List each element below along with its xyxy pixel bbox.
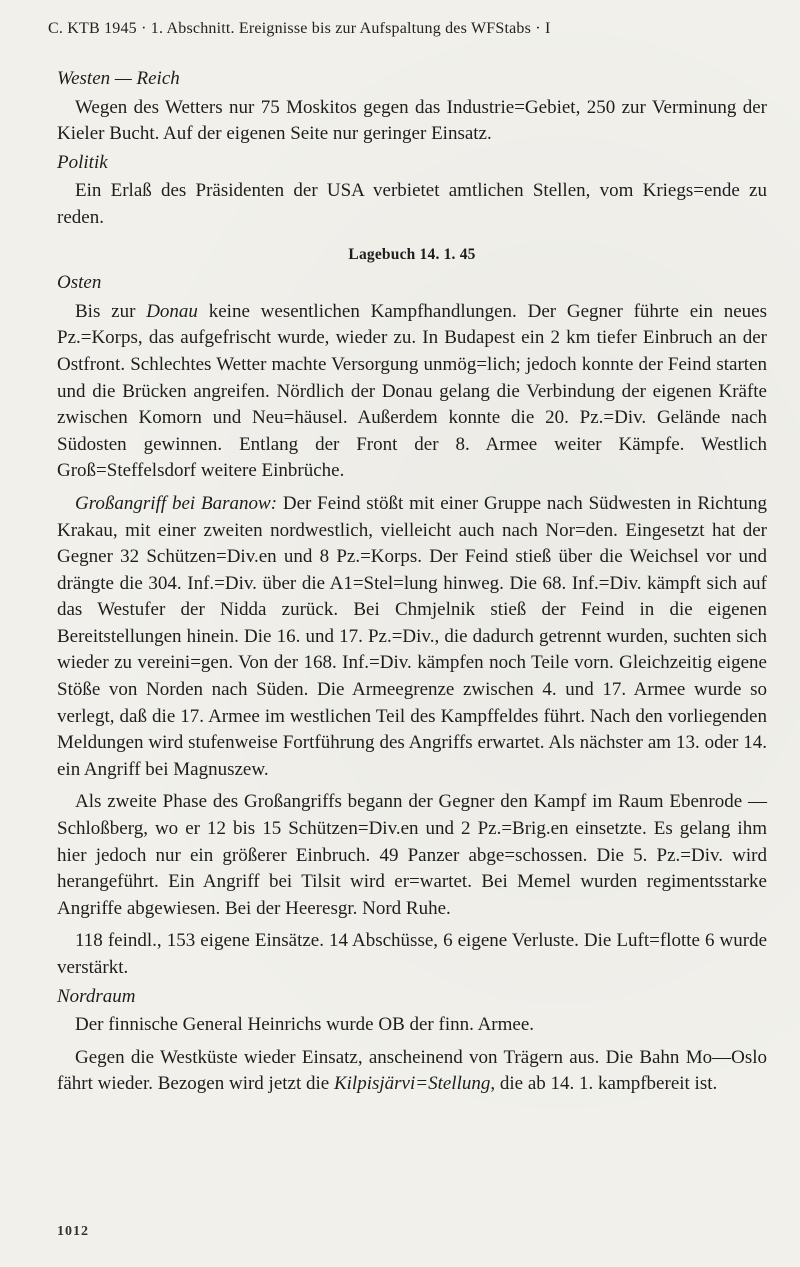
osten-paragraph-3: Als zweite Phase des Großangriffs begann der Gegner den Kampf im Raum Ebenrode — Schloßberg, wo er 12 bis 15 Schützen=Div.en und 2 Pz.=Brig.en einsetzte. Es gelang ihm hier jedoch nur ein größerer Einbruch. 49 Panzer abge=schossen. Die 5. Pz.=Div. wird herangeführt. Ein Angriff bei Tilsit wird er=wartet. Bei Memel wurden regimentsstarke Angriffe abgewiesen. Bei der Heeresgr. Nord Ruhe. (57, 791, 767, 919)
page-body (57, 64, 767, 1098)
running-head: C. KTB 1945 · 1. Abschnitt. Ereignisse bis zur Aufspaltung des WFStabs · I (48, 20, 551, 37)
westen-paragraph: Wegen des Wetters nur 75 Moskitos gegen das Industrie=Gebiet, 250 zur Verminung der Kieler Bucht. Auf der eigenen Seite nur geringer Einsatz. (57, 96, 767, 145)
osten-p1-start: Bis zur (75, 300, 147, 322)
nordraum-paragraph-1: Der finnische General Heinrichs wurde OB der finn. Armee. (75, 1014, 535, 1036)
nordraum-p2-rest: , die ab 14. 1. kampfbereit ist. (490, 1073, 718, 1095)
lagebuch-heading: Lagebuch 14. 1. 45 (348, 245, 476, 263)
nordraum-paragraph-2 (57, 1045, 767, 1098)
section-title-osten: Osten (57, 272, 102, 294)
page-number: 1012 (57, 1224, 89, 1239)
nordraum-p2-stellung: Kilpisjärvi=Stellung (333, 1073, 491, 1095)
nordraum-p2-start: Gegen die Westküste wieder Einsatz, anscheinend von Trägern aus. Die Bahn Mo—Oslo fährt wieder. Bezogen wird jetzt die (57, 1046, 767, 1095)
osten-paragraph-4: 118 feindl., 153 eigene Einsätze. 14 Abschüsse, 6 eigene Verluste. Die Luft=flotte 6 wurde verstärkt. (57, 930, 767, 978)
politik-paragraph: Ein Erlaß des Präsidenten der USA verbietet amtlichen Stellen, vom Kriegs=ende zu reden. (57, 180, 767, 228)
osten-p2-rest: Der Feind stößt mit einer Gruppe nach Südwesten in Richtung Krakau, mit einer zweiten nordwestlich, vielleicht auch nach Nor=den. Eingesetzt hat der Gegner 32 Schützen=Div.en und 8 Pz.=Korps. Der Feind stieß über die Weichsel vor und drängte die 304. Inf.=Div. über die A1=Stel=lung hinweg. Die 68. Inf.=Div. kämpft sich auf das Westufer der Nidda zurück. Bei Chmjelnik stieß der Feind in die eigenen Bereitstellungen hinein. Die 16. und 17. Pz.=Div., die dadurch getrennt wurden, suchten sich wieder zu vereini=gen. Von der 168. Inf.=Div. kämpfen noch Teile vorn. Gleichzeitig eigene Stöße von Norden nach Süden. Die Armeegrenze zwischen 4. und 17. Armee wurde so verlegt, daß die 17. Armee im westlichen Teil des Kampffeldes führt. Nach den vorliegenden Meldungen wird stufenweise Fortführung des Angriffs erwartet. Als nächster am 13. oder 14. ein Angriff bei Magnuszew. (57, 492, 768, 780)
section-title-westen: Westen — Reich (57, 68, 180, 89)
section-title-politik: Politik (57, 151, 108, 173)
osten-p1-rest: keine wesentlichen Kampfhandlungen. Der Gegner führte ein neues Pz.=Korps, das aufgefrischt wurde, wieder zu. In Budapest ein 2 km tiefer Einbruch an der Ostfront. Schlechtes Wetter machte Versorgung unmög=lich; jedoch konnte der Feind starten und die Brücken angreifen. Nördlich der Donau gelang die Verbindung der eigenen Kräfte zwischen Komorn und Neu=häusel. Außerdem konnte die 20. Pz.=Div. Gelände nach Südosten gewinnen. Entlang der Front der 8. Armee weiter Kämpfe. Westlich Groß=Steffelsdorf weitere Einbrüche. (57, 300, 768, 482)
osten-p2-lead: Großangriff bei Baranow: (75, 492, 278, 514)
osten-paragraph-2 (57, 491, 767, 784)
osten-p1-donau: Donau (146, 300, 198, 322)
osten-paragraph-1 (57, 299, 767, 485)
section-title-nordraum: Nordraum (57, 985, 136, 1007)
